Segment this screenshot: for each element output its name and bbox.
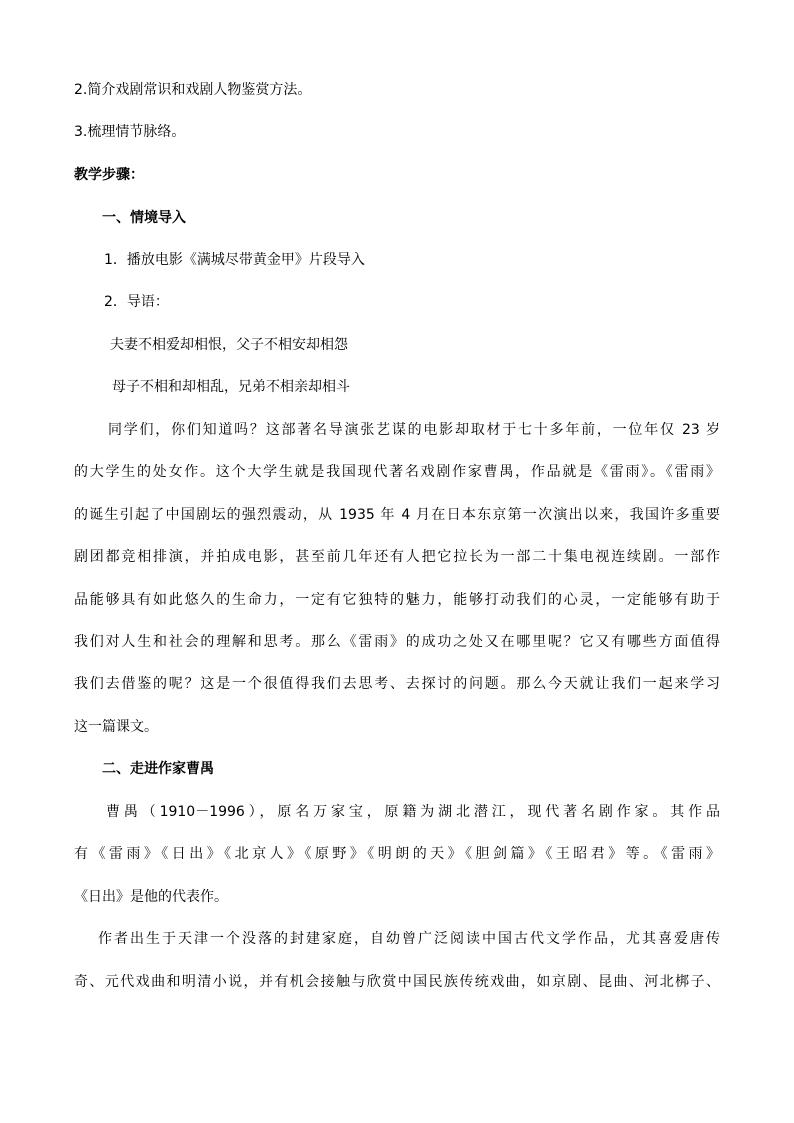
intro-paragraph-line: 同学们，你们知道吗？这部著名导演张艺谋的电影却取材于七十多年前，一位年仅 23 岁 <box>108 422 720 438</box>
poem-line-1: 夫妻不相爱却相恨，父子不相安却相怨 <box>110 337 348 353</box>
background-paragraph-line: 奇、元代戏曲和明清小说，并有机会接触与欣赏中国民族传统戏曲，如京剧、昆曲、河北梆子、 <box>74 974 720 990</box>
intro-paragraph-line: 的大学生的处女作。这个大学生就是我国现代著名戏剧作家曹禺，作品就是《雷雨》。《雷雨》 <box>74 464 720 480</box>
author-paragraph-line: 曹禺（1910－1996），原名万家宝，原籍为湖北潜江，现代著名剧作家。其作品 <box>106 804 720 820</box>
background-paragraph-line: 作者出生于天津一个没落的封建家庭，自幼曾广泛阅读中国古代文学作品，尤其喜爱唐传 <box>98 931 720 947</box>
author-paragraph-line: 《日出》是他的代表作。 <box>74 889 228 905</box>
section-1-heading: 一、情境导入 <box>102 210 186 226</box>
objective-2: 2.简介戏剧常识和戏剧人物鉴赏方法。 <box>74 82 312 98</box>
step-2: 2．导语： <box>104 294 169 310</box>
intro-paragraph-line: 品能够具有如此悠久的生命力，一定有它独特的魅力，能够打动我们的心灵，一定能够有助于 <box>74 592 720 608</box>
intro-paragraph-line: 我们对人生和社会的理解和思考。那么《雷雨》的成功之处又在哪里呢？它又有哪些方面值得 <box>74 634 720 650</box>
step-1: 1．播放电影《满城尽带黄金甲》片段导入 <box>104 252 365 268</box>
objective-3: 3.梳理情节脉络。 <box>74 124 186 140</box>
intro-paragraph-line: 的诞生引起了中国剧坛的强烈震动，从 1935 年 4 月在日本东京第一次演出以来，我国许多重要 <box>74 507 720 523</box>
author-paragraph-line: 有《雷雨》《日出》《北京人》《原野》《明朗的天》《胆剑篇》《王昭君》等。《雷雨》 <box>74 846 720 862</box>
teaching-steps-heading: 教学步骤： <box>74 167 144 183</box>
poem-line-2: 母子不相和却相乱，兄弟不相亲却相斗 <box>112 379 350 395</box>
intro-paragraph-line: 剧团都竞相排演，并拍成电影，甚至前几年还有人把它拉长为一部二十集电视连续剧。一部作 <box>74 549 720 565</box>
intro-paragraph-line: 这一篇课文。 <box>74 719 158 735</box>
section-2-heading: 二、走进作家曹禺 <box>102 761 214 777</box>
intro-paragraph-line: 我们去借鉴的呢？这是一个很值得我们去思考、去探讨的问题。那么今天就让我们一起来学习 <box>74 676 720 692</box>
